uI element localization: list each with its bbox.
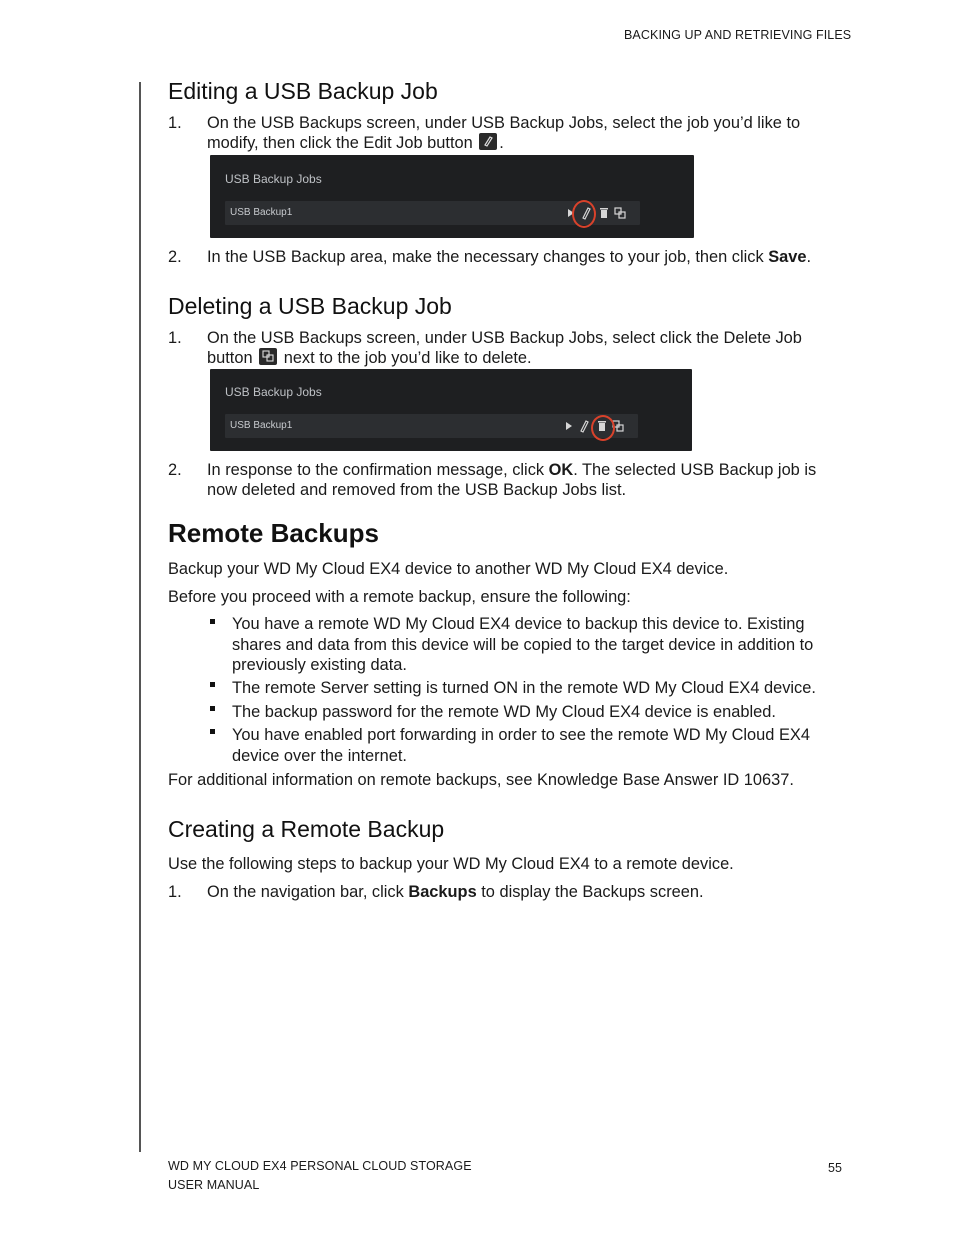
delete-screenshot — [210, 369, 692, 451]
bullet-marker — [210, 706, 215, 711]
job-name: USB Backup1 — [230, 420, 293, 431]
prereq-item-2: The remote Server setting is turned ON in the remote WD My Cloud EX4 device. — [232, 679, 816, 697]
edit-heading: Editing a USB Backup Job — [168, 78, 438, 104]
running-header: BACKING UP AND RETRIEVING FILES — [624, 28, 852, 42]
delete-step1-number: 1. — [168, 329, 182, 347]
bullet-marker — [210, 729, 215, 734]
edit-step1-number: 1. — [168, 114, 182, 132]
prereq-item-3: The backup password for the remote WD My Cloud EX4 device is enabled. — [232, 703, 776, 721]
details-icon[interactable] — [614, 207, 626, 219]
remote-intro: Backup your WD My Cloud EX4 device to another WD My Cloud EX4 device. — [168, 560, 729, 578]
delete-heading: Deleting a USB Backup Job — [168, 293, 452, 319]
margin-rule — [139, 82, 141, 1152]
edit-pencil-icon[interactable] — [579, 419, 589, 433]
edit-step1-text: On the USB Backups screen, under USB Backup Jobs, select the job you’d like to modify, then click the Edit Job button . — [207, 114, 801, 152]
footer-product: WD MY CLOUD EX4 PERSONAL CLOUD STORAGE — [168, 1159, 472, 1173]
prereq-item-1: You have a remote WD My Cloud EX4 device to backup this device to. Existing shares and data from this device will be copied to the target device in addition to previously existing data. — [232, 615, 814, 674]
prereq-item-4: You have enabled port forwarding in order to see the remote WD My Cloud EX4 device over the internet. — [232, 726, 810, 765]
play-icon[interactable] — [565, 421, 573, 431]
create-step1-number: 1. — [168, 883, 182, 901]
edit-step1-line2: modify, then click the Edit Job button — [207, 134, 473, 152]
usb-backup-jobs-title: USB Backup Jobs — [225, 172, 322, 186]
edit-step1-line1: On the USB Backups screen, under USB Backup Jobs, select the job you’d like to — [207, 114, 801, 132]
delete-step2-number: 2. — [168, 461, 182, 479]
create-intro: Use the following steps to backup your WD My Cloud EX4 to a remote device. — [168, 855, 734, 873]
remote-prereq-intro: Before you proceed with a remote backup, ensure the following: — [168, 588, 631, 606]
job-name: USB Backup1 — [230, 207, 293, 218]
edit-job-icon — [479, 133, 497, 150]
delete-step2-text: In response to the confirmation message, click OK. The selected USB Backup job is now deleted and removed from the USB Backup Jobs list. — [207, 461, 817, 499]
edit-step2-text: In the USB Backup area, make the necessary changes to your job, then click Save. — [207, 248, 812, 266]
usb-backup-job-row[interactable] — [225, 414, 638, 438]
bullet-marker — [210, 619, 215, 624]
delete-job-icon — [259, 348, 277, 365]
edit-step2-number: 2. — [168, 248, 182, 266]
bullet-marker — [210, 682, 215, 687]
remote-kb-reference: For additional information on remote backups, see Knowledge Base Answer ID 10637. — [168, 771, 794, 789]
page-number: 55 — [828, 1161, 843, 1175]
remote-backups-heading: Remote Backups — [168, 518, 379, 548]
edit-highlight-ring — [572, 200, 596, 228]
edit-screenshot — [210, 155, 694, 238]
usb-backup-jobs-title: USB Backup Jobs — [225, 385, 322, 399]
delete-highlight-ring — [591, 415, 615, 441]
delete-step1-text: On the USB Backups screen, under USB Backup Jobs, select click the Delete Job button next to the job you’d like to delete. — [207, 329, 802, 367]
create-heading: Creating a Remote Backup — [168, 816, 445, 842]
create-step1-text: On the navigation bar, click Backups to display the Backups screen. — [207, 883, 704, 901]
trash-icon[interactable] — [599, 207, 609, 219]
footer-manual: USER MANUAL — [168, 1178, 260, 1192]
